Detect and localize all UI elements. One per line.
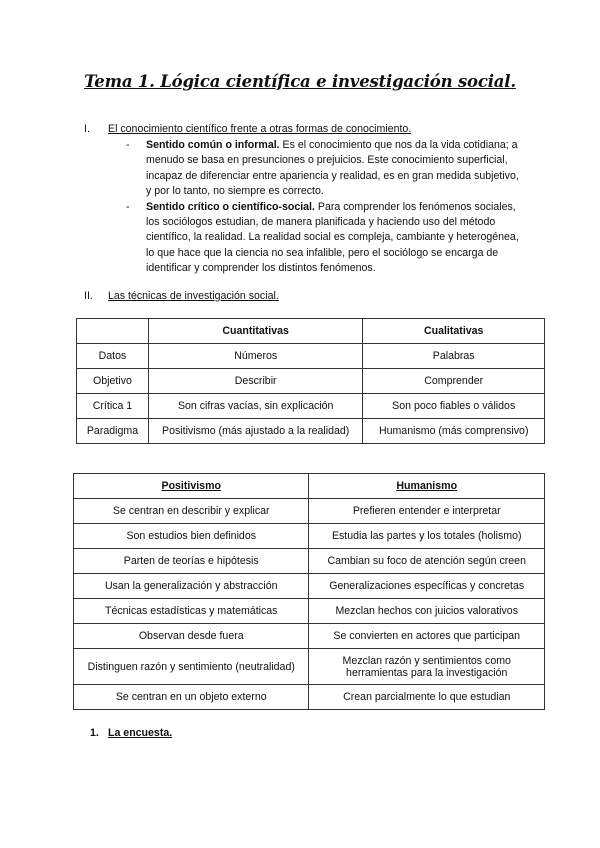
table-row [74,649,545,685]
section-1-heading [84,123,411,135]
paradigms-table [73,473,545,710]
table-cell: Paradigma [77,419,149,444]
table-row [74,499,545,524]
table-row [77,369,545,394]
table-cell: Datos [77,344,149,369]
table-cell: Se centran en un objeto externo [74,685,309,710]
table-header-cell: Cualitativas [363,319,545,344]
table-cell: Generalizaciones específicas y concretas [309,574,545,599]
table-cell: Crean parcialmente lo que estudian [309,685,545,710]
table-cell: Describir [148,369,362,394]
table-cell: Crítica 1 [77,394,149,419]
section-2-title: Las técnicas de investigación social. [108,290,279,302]
section-1-bullets [126,138,526,277]
table-row [74,574,545,599]
subsection-heading [90,727,172,739]
table-cell: Positivismo (más ajustado a la realidad) [148,419,362,444]
page-title: Tema 1. Lógica científica e investigación social. [84,72,516,91]
table-header-cell [77,319,149,344]
table-row [74,685,545,710]
table-header-row [77,319,545,344]
section-1-title: El conocimiento científico frente a otras formas de conocimiento. [108,123,412,135]
table-cell: Objetivo [77,369,149,394]
list-item: - Sentido crítico o científico-social. Para comprender los fenómenos sociales, los sociólogos estudian, de manera planificada y haciendo uso del método científico, la realidad. La realidad social es compleja, cambiante y heterogénea, lo que hace que la ciencia no sea infalible, pero el sociólogo se encarga de identificar y comprender los distintos fenómenos. [126,200,519,275]
table-cell: Usan la generalización y abstracción [74,574,309,599]
section-2-heading [84,290,279,302]
bullet-text: Para comprender los fenómenos sociales, los sociólogos estudian, de manera planificada y haciendo uso del método científico, la realidad. La realidad social es compleja, cambiante y heterogénea, lo que hace que la ciencia no sea infalible, pero el sociólogo se encarga de identificar y comprender los distintos fenómenos. [146,200,519,275]
table-cell: Comprender [363,369,545,394]
section-2-number: II. [84,290,93,302]
table-cell: Estudia las partes y los totales (holismo) [309,524,545,549]
table-row [74,524,545,549]
table-header-cell: Cuantitativas [148,319,362,344]
bullet-term: Sentido crítico o científico-social. [146,200,315,213]
bullet-term: Sentido común o informal. [146,139,280,151]
table-cell: Son estudios bien definidos [74,524,309,549]
table-cell: Humanismo (más comprensivo) [363,419,545,444]
table-cell: Parten de teorías e hipótesis [74,549,309,574]
table-header-row [74,474,545,499]
table-row [74,624,545,649]
bullet-text: Es el conocimiento que nos da la vida cotidiana; a menudo se basa en presunciones o prejuicios. Este conocimiento superficial, incapaz de diferenciar entre apariencia y realidad, es en gran medida subjetivo, y por lo tanto, no siempre es correcto. [146,139,519,198]
table-cell: Técnicas estadísticas y matemáticas [74,599,309,624]
subsection-number: 1. [90,727,99,739]
table-cell: Mezclan razón y sentimientos como herramientas para la investigación [309,649,545,685]
table-header-cell: Humanismo [309,474,545,499]
table-row [77,419,545,444]
table-header-cell: Positivismo [74,474,309,499]
subsection-title: La encuesta. [108,727,173,739]
table-cell: Números [148,344,362,369]
table-cell: Son cifras vacías, sin explicación [148,394,362,419]
list-item: - Sentido común o informal. Es el conocimiento que nos da la vida cotidiana; a menudo se basa en presunciones o prejuicios. Este conocimiento superficial, incapaz de diferenciar entre apariencia y realidad, es en gran medida subjetivo, y por lo tanto, no siempre es correcto. [126,139,519,198]
table-cell: Prefieren entender e interpretar [309,499,545,524]
table-cell: Distinguen razón y sentimiento (neutralidad) [74,649,309,685]
table-cell: Se convierten en actores que participan [309,624,545,649]
table-row [74,599,545,624]
table-cell: Mezclan hechos con juicios valorativos [309,599,545,624]
table-row [77,394,545,419]
section-1-number: I. [84,123,90,135]
table-cell: Se centran en describir y explicar [74,499,309,524]
techniques-table [76,318,545,444]
table-cell: Palabras [363,344,545,369]
table-row [77,344,545,369]
table-cell: Son poco fiables o válidos [363,394,545,419]
table-cell: Observan desde fuera [74,624,309,649]
table-cell: Cambian su foco de atención según creen [309,549,545,574]
table-row [74,549,545,574]
